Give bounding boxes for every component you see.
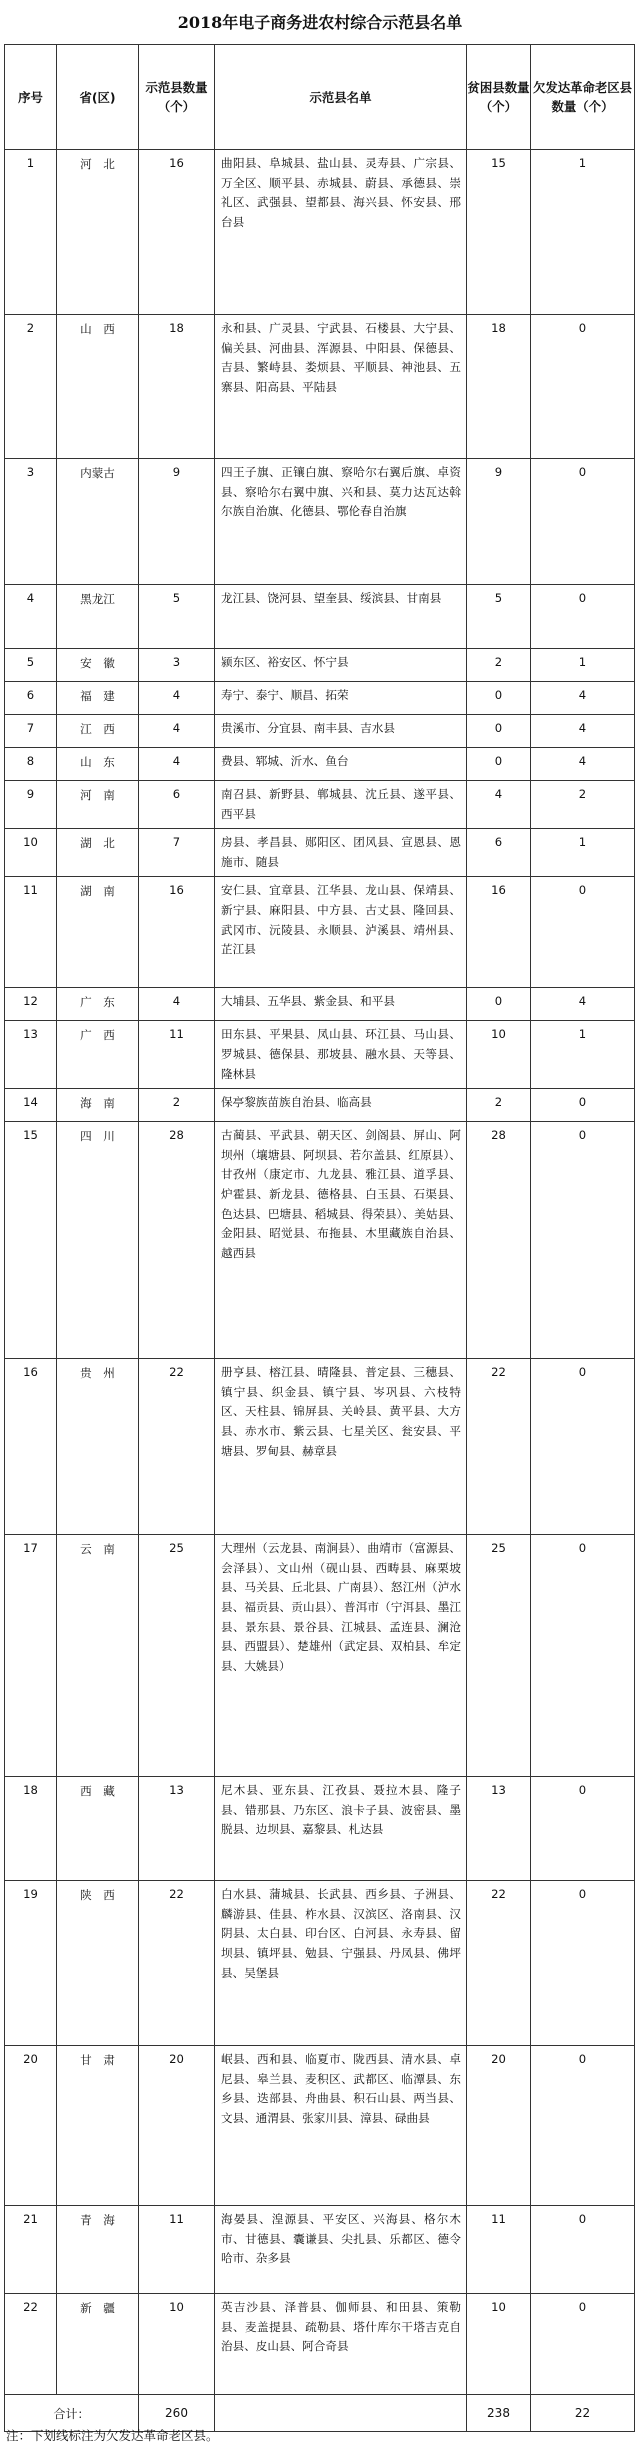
row-old-area-count: 1 — [531, 829, 635, 877]
row-province: 云 南 — [57, 1535, 139, 1777]
row-number: 17 — [5, 1535, 57, 1777]
row-county-names: 曲阳县、阜城县、盐山县、灵寿县、广宗县、万全区、顺平县、赤城县、蔚县、承德县、崇礼区、武强县、望都县、海兴县、怀安县、邢台县 — [215, 150, 467, 315]
row-county-names: 大理州（云龙县、南涧县）、曲靖市（富源县、会泽县）、文山州（砚山县、西畴县、麻栗坡县、马关县、丘北县、广南县）、怒江州（泸水县、福贡县、贡山县）、普洱市（宁洱县、墨江县、景东县、景谷县、江城县、孟连县、澜沧县、西盟县）、楚雄州（武定县、双柏县、牟定县、大姚县） — [215, 1535, 467, 1777]
row-province: 内蒙古 — [57, 459, 139, 585]
table-row — [5, 315, 635, 459]
row-county-count: 7 — [139, 829, 215, 877]
row-old-area-count: 0 — [531, 2294, 635, 2395]
row-number: 12 — [5, 988, 57, 1021]
row-poor-count: 22 — [467, 1881, 531, 2046]
table-row — [5, 1122, 635, 1359]
table-row — [5, 829, 635, 877]
row-poor-count: 25 — [467, 1535, 531, 1777]
row-county-count: 16 — [139, 877, 215, 988]
table-row — [5, 715, 635, 748]
row-province: 海 南 — [57, 1089, 139, 1122]
row-county-count: 11 — [139, 2206, 215, 2294]
row-poor-count: 10 — [467, 2294, 531, 2395]
table-row — [5, 1021, 635, 1089]
row-province: 青 海 — [57, 2206, 139, 2294]
row-province: 山 西 — [57, 315, 139, 459]
header-row — [5, 45, 635, 150]
row-number: 1 — [5, 150, 57, 315]
row-number: 3 — [5, 459, 57, 585]
row-old-area-count: 4 — [531, 682, 635, 715]
table-row — [5, 2294, 635, 2395]
row-old-area-count: 4 — [531, 988, 635, 1021]
row-county-count: 4 — [139, 682, 215, 715]
row-old-area-count: 0 — [531, 315, 635, 459]
footnote: 注：下划线标注为欠发达革命老区县。 — [6, 2428, 219, 2443]
table-row — [5, 649, 635, 682]
row-province: 广 西 — [57, 1021, 139, 1089]
row-old-area-count: 0 — [531, 1089, 635, 1122]
row-county-count: 28 — [139, 1122, 215, 1359]
header-no: 序号 — [5, 45, 57, 150]
row-number: 13 — [5, 1021, 57, 1089]
table-row — [5, 748, 635, 781]
row-county-names: 大埔县、五华县、紫金县、和平县 — [215, 988, 467, 1021]
row-county-count: 2 — [139, 1089, 215, 1122]
row-county-names: 贵溪市、分宜县、南丰县、吉水县 — [215, 715, 467, 748]
row-province: 广 东 — [57, 988, 139, 1021]
row-old-area-count: 0 — [531, 585, 635, 649]
table-row — [5, 1881, 635, 2046]
row-county-names: 颍东区、裕安区、怀宁县 — [215, 649, 467, 682]
row-number: 21 — [5, 2206, 57, 2294]
row-poor-count: 0 — [467, 988, 531, 1021]
total-count: 260 — [139, 2395, 215, 2432]
row-county-names: 房县、孝昌县、郧阳区、团风县、宣恩县、恩施市、随县 — [215, 829, 467, 877]
row-number: 15 — [5, 1122, 57, 1359]
row-poor-count: 4 — [467, 781, 531, 829]
row-number: 22 — [5, 2294, 57, 2395]
row-poor-count: 2 — [467, 1089, 531, 1122]
row-poor-count: 18 — [467, 315, 531, 459]
table-body — [5, 150, 635, 2432]
row-poor-count: 9 — [467, 459, 531, 585]
row-poor-count: 15 — [467, 150, 531, 315]
table-row — [5, 150, 635, 315]
table-row — [5, 585, 635, 649]
row-poor-count: 2 — [467, 649, 531, 682]
row-poor-count: 10 — [467, 1021, 531, 1089]
row-county-count: 20 — [139, 2046, 215, 2206]
row-county-names: 安仁县、宜章县、江华县、龙山县、保靖县、新宁县、麻阳县、中方县、古丈县、隆回县、武冈市、沅陵县、永顺县、泸溪县、靖州县、芷江县 — [215, 877, 467, 988]
row-old-area-count: 0 — [531, 1777, 635, 1881]
row-poor-count: 6 — [467, 829, 531, 877]
header-names: 示范县名单 — [215, 45, 467, 150]
row-number: 9 — [5, 781, 57, 829]
row-county-names: 永和县、广灵县、宁武县、石楼县、大宁县、偏关县、河曲县、浑源县、中阳县、保德县、吉县、繁峙县、娄烦县、平顺县、神池县、五寨县、阳高县、平陆县 — [215, 315, 467, 459]
table-row — [5, 2206, 635, 2294]
row-number: 10 — [5, 829, 57, 877]
row-poor-count: 11 — [467, 2206, 531, 2294]
row-county-count: 16 — [139, 150, 215, 315]
row-number: 7 — [5, 715, 57, 748]
row-county-names: 寿宁、泰宁、顺昌、拓荣 — [215, 682, 467, 715]
row-county-count: 22 — [139, 1359, 215, 1535]
row-province: 河 北 — [57, 150, 139, 315]
row-old-area-count: 4 — [531, 715, 635, 748]
row-province: 安 徽 — [57, 649, 139, 682]
row-old-area-count: 1 — [531, 150, 635, 315]
row-number: 11 — [5, 877, 57, 988]
row-province: 黑龙江 — [57, 585, 139, 649]
row-poor-count: 0 — [467, 682, 531, 715]
row-poor-count: 20 — [467, 2046, 531, 2206]
row-old-area-count: 2 — [531, 781, 635, 829]
table-row — [5, 1089, 635, 1122]
row-province: 四 川 — [57, 1122, 139, 1359]
row-old-area-count: 0 — [531, 459, 635, 585]
row-county-names: 龙江县、饶河县、望奎县、绥滨县、甘南县 — [215, 585, 467, 649]
row-old-area-count: 0 — [531, 1122, 635, 1359]
row-county-count: 4 — [139, 715, 215, 748]
row-county-names: 白水县、蒲城县、长武县、西乡县、子洲县、麟游县、佳县、柞水县、汉滨区、洛南县、汉阴县、太白县、印台区、白河县、永寿县、留坝县、镇坪县、勉县、宁强县、丹凤县、佛坪县、吴堡县 — [215, 1881, 467, 2046]
row-number: 16 — [5, 1359, 57, 1535]
table-row — [5, 2046, 635, 2206]
row-old-area-count: 0 — [531, 1359, 635, 1535]
row-county-names: 南召县、新野县、郸城县、沈丘县、遂平县、西平县 — [215, 781, 467, 829]
row-old-area-count: 0 — [531, 877, 635, 988]
total-names-empty — [215, 2395, 467, 2432]
row-county-count: 22 — [139, 1881, 215, 2046]
row-province: 江 西 — [57, 715, 139, 748]
table-row — [5, 459, 635, 585]
row-county-names: 古蔺县、平武县、朝天区、剑阁县、屏山、阿坝州（壤塘县、阿坝县、若尔盖县、红原县）、甘孜州（康定市、九龙县、雅江县、道孚县、炉霍县、新龙县、德格县、白玉县、石渠县、色达县、巴塘县、稻城县、得荣县）、美姑县、金阳县、昭觉县、布拖县、木里藏族自治县、越西县 — [215, 1122, 467, 1359]
row-poor-count: 5 — [467, 585, 531, 649]
row-county-count: 9 — [139, 459, 215, 585]
row-county-names: 英吉沙县、泽普县、伽师县、和田县、策勒县、麦盖提县、疏勒县、塔什库尔干塔吉克自治县、皮山县、阿合奇县 — [215, 2294, 467, 2395]
table-row — [5, 1535, 635, 1777]
row-old-area-count: 0 — [531, 1881, 635, 2046]
row-province: 湖 北 — [57, 829, 139, 877]
row-province: 贵 州 — [57, 1359, 139, 1535]
row-province: 福 建 — [57, 682, 139, 715]
table-row — [5, 1359, 635, 1535]
row-county-count: 11 — [139, 1021, 215, 1089]
total-label: 合计： — [5, 2395, 139, 2432]
demo-county-table — [4, 44, 635, 2432]
row-county-count: 4 — [139, 988, 215, 1021]
row-county-names: 册亨县、榕江县、晴隆县、普定县、三穗县、镇宁县、织金县、镇宁县、岑巩县、六枝特区、天柱县、锦屏县、关岭县、黄平县、大方县、赤水市、紫云县、七星关区、瓮安县、平塘县、罗甸县、赫章县 — [215, 1359, 467, 1535]
row-county-count: 13 — [139, 1777, 215, 1881]
row-number: 8 — [5, 748, 57, 781]
row-poor-count: 13 — [467, 1777, 531, 1881]
header-poor: 贫困县数量（个） — [467, 45, 531, 150]
row-poor-count: 0 — [467, 715, 531, 748]
row-old-area-count: 0 — [531, 2206, 635, 2294]
row-county-count: 18 — [139, 315, 215, 459]
row-county-names: 尼木县、亚东县、江孜县、聂拉木县、隆子县、错那县、乃东区、浪卡子县、波密县、墨脱县、边坝县、嘉黎县、札达县 — [215, 1777, 467, 1881]
row-province: 西 藏 — [57, 1777, 139, 1881]
row-province: 湖 南 — [57, 877, 139, 988]
total-poor: 238 — [467, 2395, 531, 2432]
row-old-area-count: 1 — [531, 649, 635, 682]
row-old-area-count: 4 — [531, 748, 635, 781]
row-number: 6 — [5, 682, 57, 715]
row-county-count: 4 — [139, 748, 215, 781]
row-number: 4 — [5, 585, 57, 649]
row-poor-count: 28 — [467, 1122, 531, 1359]
table-row — [5, 781, 635, 829]
header-province: 省(区) — [57, 45, 139, 150]
row-county-count: 25 — [139, 1535, 215, 1777]
row-county-names: 四王子旗、正镶白旗、察哈尔右翼后旗、卓资县、察哈尔右翼中旗、兴和县、莫力达瓦达斡尔族自治旗、化德县、鄂伦春自治旗 — [215, 459, 467, 585]
row-county-count: 5 — [139, 585, 215, 649]
row-old-area-count: 0 — [531, 1535, 635, 1777]
row-county-count: 10 — [139, 2294, 215, 2395]
row-old-area-count: 0 — [531, 2046, 635, 2206]
row-province: 山 东 — [57, 748, 139, 781]
row-province: 新 疆 — [57, 2294, 139, 2395]
table-row — [5, 682, 635, 715]
row-county-names: 费县、郓城、沂水、鱼台 — [215, 748, 467, 781]
row-number: 2 — [5, 315, 57, 459]
total-old-area: 22 — [531, 2395, 635, 2432]
row-county-names: 保亭黎族苗族自治县、临高县 — [215, 1089, 467, 1122]
row-county-count: 3 — [139, 649, 215, 682]
row-number: 14 — [5, 1089, 57, 1122]
row-poor-count: 22 — [467, 1359, 531, 1535]
row-county-names: 田东县、平果县、凤山县、环江县、马山县、罗城县、德保县、那坡县、融水县、天等县、隆林县 — [215, 1021, 467, 1089]
row-county-names: 海晏县、湟源县、平安区、兴海县、格尔木市、甘德县、囊谦县、尖扎县、乐都区、德令哈市、杂多县 — [215, 2206, 467, 2294]
row-province: 河 南 — [57, 781, 139, 829]
row-county-count: 6 — [139, 781, 215, 829]
row-county-names: 岷县、西和县、临夏市、陇西县、清水县、卓尼县、皋兰县、麦积区、武都区、临潭县、东乡县、迭部县、舟曲县、积石山县、两当县、文县、通渭县、张家川县、漳县、碌曲县 — [215, 2046, 467, 2206]
table-row — [5, 988, 635, 1021]
table-row — [5, 1777, 635, 1881]
row-poor-count: 16 — [467, 877, 531, 988]
row-number: 18 — [5, 1777, 57, 1881]
header-old-area: 欠发达革命老区县数量（个） — [531, 45, 635, 150]
row-number: 19 — [5, 1881, 57, 2046]
row-province: 甘 肃 — [57, 2046, 139, 2206]
row-old-area-count: 1 — [531, 1021, 635, 1089]
row-number: 20 — [5, 2046, 57, 2206]
row-poor-count: 0 — [467, 748, 531, 781]
page-title: 2018年电子商务进农村综合示范县名单 — [177, 13, 463, 32]
row-number: 5 — [5, 649, 57, 682]
table-row — [5, 877, 635, 988]
header-count: 示范县数量（个） — [139, 45, 215, 150]
row-province: 陕 西 — [57, 1881, 139, 2046]
